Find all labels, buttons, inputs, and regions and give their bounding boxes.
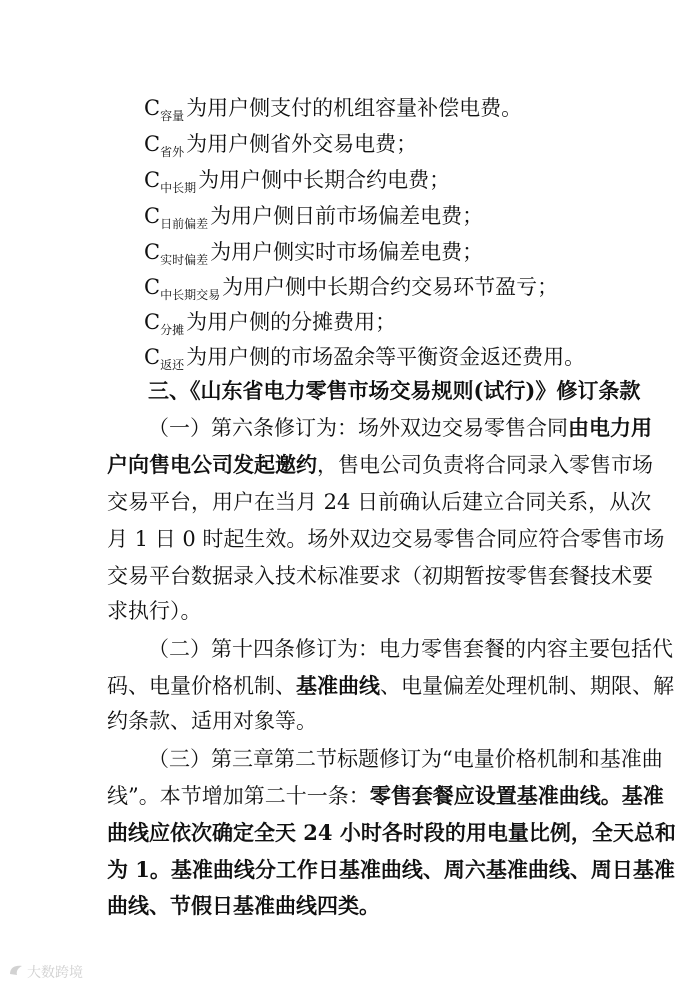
watermark: 大数跨境 (8, 962, 83, 982)
subscript: 返还 (160, 358, 185, 372)
section-heading: 三、《山东省电力零售市场交易规则(试行)》修订条款 (148, 378, 641, 403)
subscript: 省外 (160, 145, 185, 159)
subscript: 中长期 (160, 181, 197, 195)
para2-line3: 约条款、适用对象等。 (107, 709, 317, 733)
para3-line1: （三）第三章第二节标题修订为“电量价格机制和基准曲 (148, 747, 663, 771)
para1-line4: 月 1 日 0 时起生效。场外双边交易零售合同应符合零售市场 (107, 527, 665, 551)
para3-line5: 曲线、节假日基准曲线四类。 (107, 893, 380, 918)
para3-line4: 为 1。基准曲线分工作日基准曲线、周六基准曲线、周日基准 (107, 857, 675, 882)
subscript: 中长期交易 (160, 288, 221, 302)
cost-item-out-of-province: $C_{省外}$为用户侧省外交易电费； (144, 132, 418, 159)
para2-line2: 码、电量价格机制、基准曲线、电量偏差处理机制、期限、解 (107, 673, 674, 698)
cost-item-realtime-deviation: $C_{实时偏差}$为用户侧实时市场偏差电费； (144, 240, 484, 267)
para3-line2: 线”。本节增加第二十一条：零售套餐应设置基准曲线。基准 (107, 783, 664, 808)
para1-line1: （一）第六条修订为：场外双边交易零售合同由电力用 (148, 415, 652, 440)
para1-line2: 户向售电公司发起邀约，售电公司负责将合同录入零售市场 (107, 452, 653, 477)
cost-item-mid-long-term: $C_{中长期}$为用户侧中长期合约电费； (144, 168, 451, 195)
para2-line1: （二）第十四条修订为：电力零售套餐的内容主要包括代 (148, 637, 673, 661)
cost-item-mid-long-term-trade: $C_{中长期交易}$为用户侧中长期合约交易环节盈亏； (144, 275, 559, 302)
para1-line6: 求执行）。 (107, 599, 202, 623)
subscript: 分摊 (160, 323, 185, 337)
subscript: 实时偏差 (160, 253, 209, 267)
para1-line3: 交易平台，用户在当月 24 日前确认后建立合同关系，从次 (107, 490, 652, 514)
para3-line3: 曲线应依次确定全天 24 小时各时段的用电量比例，全天总和 (107, 820, 676, 845)
subscript: 容量 (160, 109, 185, 123)
subscript: 日前偏差 (160, 217, 209, 231)
watermark-logo-icon (8, 963, 24, 981)
para1-line5: 交易平台数据录入技术标准要求（初期暂按零售套餐技术要 (107, 564, 653, 588)
cost-item-refund: $C_{返还}$为用户侧的市场盈余等平衡资金返还费用。 (144, 345, 586, 372)
cost-item-day-ahead-deviation: $C_{日前偏差}$为用户侧日前市场偏差电费； (144, 204, 484, 231)
cost-item-allocation: $C_{分摊}$为用户侧的分摊费用； (144, 310, 397, 337)
cost-item-capacity: $C_{容量}$为用户侧支付的机组容量补偿电费。 (144, 96, 523, 123)
